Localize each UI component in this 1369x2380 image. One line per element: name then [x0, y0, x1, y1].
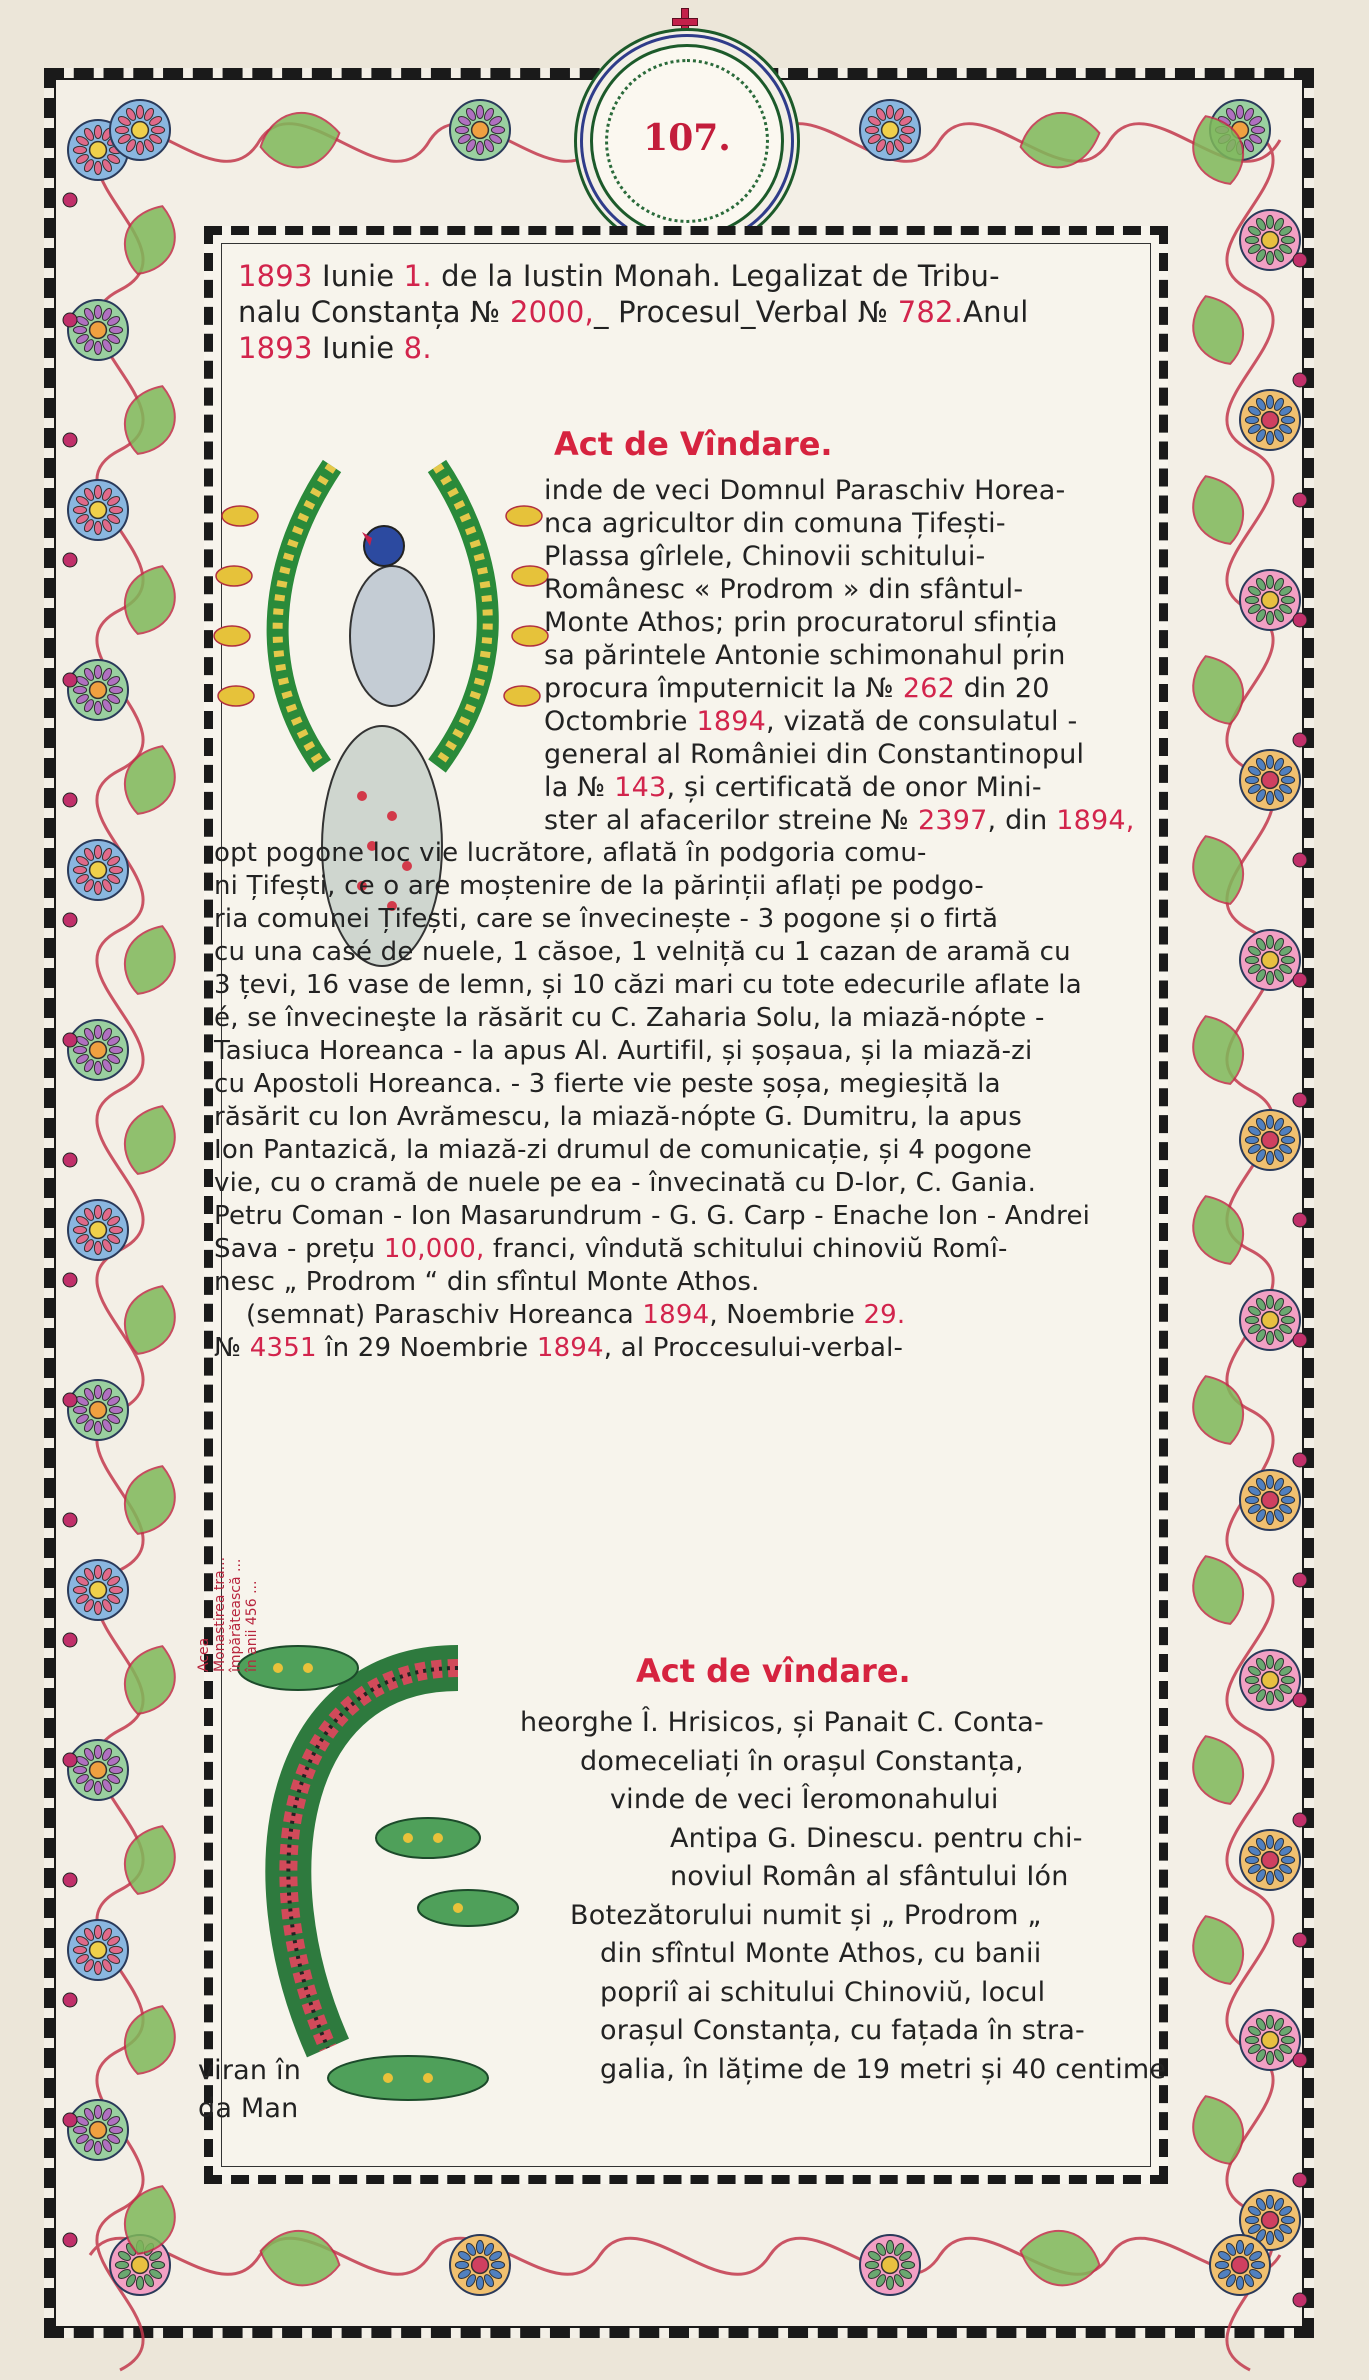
- act1-line: [214, 1233, 1135, 1266]
- act2-left-fragment-2: da Man: [198, 2093, 299, 2124]
- rosette-flower: [860, 2235, 920, 2295]
- flower-bud: [1293, 1693, 1307, 1707]
- act1-segment: franci, vîndută schitului chinoviŭ Romî-: [484, 1234, 1008, 1264]
- act1-segment: 4351: [249, 1333, 317, 1363]
- act1-segment: 29.: [863, 1300, 906, 1330]
- act1-line: [544, 639, 1135, 672]
- act1-line: [214, 1068, 1135, 1101]
- marginal-note: [196, 1482, 260, 1672]
- act1-line: [544, 573, 1135, 606]
- act1-line: [214, 1266, 1135, 1299]
- rosette-flower: [68, 1380, 128, 1440]
- act1-line: [214, 1035, 1135, 1068]
- header-segment: de la Iustin Monah. Legalizat de Tribu-: [431, 259, 1000, 293]
- rosette-flower: [450, 2235, 510, 2295]
- act1-title: Act de Vîndare.: [554, 425, 833, 463]
- act2-line: noviul Român al sfântului Ión: [670, 1861, 1069, 1892]
- flower-bud: [63, 553, 77, 567]
- acanthus-leaf: [256, 106, 344, 173]
- rosette-flower: [68, 1920, 128, 1980]
- acanthus-leaf: [115, 1818, 185, 1902]
- header-text: [238, 258, 1029, 366]
- act1-segment: , Noembrie: [709, 1300, 864, 1330]
- flower-bud: [1293, 373, 1307, 387]
- acanthus-leaf: [115, 1458, 185, 1542]
- act2-line: heorghe Î. Hrisicos, și Panait C. Conta-: [520, 1707, 1044, 1738]
- flower-bud: [63, 913, 77, 927]
- act1-line: [214, 1101, 1135, 1134]
- header-line: [238, 294, 1029, 330]
- acanthus-leaf: [115, 1998, 185, 2082]
- act1-segment: 3 țevi, 16 vase de lemn, și 10 căzi mari cu tote edecurile aflate la: [214, 970, 1082, 1000]
- marginal-note-line: în anii 456 ...: [244, 1580, 260, 1672]
- flower-bud: [1293, 1333, 1307, 1347]
- act1-line: [214, 1002, 1135, 1035]
- act1-line: [544, 738, 1135, 771]
- act1-segment: Monte Athos; prin procuratorul sfinția: [544, 607, 1058, 638]
- flower-bud: [63, 2233, 77, 2247]
- act1-segment: din 20: [955, 673, 1050, 704]
- act1-segment: nca agricultor din comuna Țifești-: [544, 508, 1006, 539]
- act1-line: [214, 837, 1135, 870]
- acanthus-leaf: [1016, 106, 1104, 173]
- act1-segment: cu una casé de nuele, 1 căsoe, 1 velniță cu 1 cazan de aramă cu: [214, 937, 1071, 967]
- act1-line: [214, 969, 1135, 1002]
- rosette-flower: [68, 840, 128, 900]
- header-segment: nalu Constanța №: [238, 295, 510, 329]
- rosette-flower: [860, 100, 920, 160]
- acanthus-leaf: [1183, 648, 1253, 732]
- header-segment: 8.: [403, 331, 432, 365]
- rosette-flower: [1210, 2235, 1270, 2295]
- act1-segment: general al României din Constantinopul: [544, 739, 1085, 770]
- header-segment: 1.: [403, 259, 432, 293]
- acanthus-leaf: [115, 378, 185, 462]
- acanthus-leaf: [115, 1278, 185, 1362]
- act2-line: galia, în lățime de 19 metri și 40 centime: [600, 2053, 1167, 2085]
- header-line: [238, 258, 1029, 294]
- flower-bud: [63, 673, 77, 687]
- rosette-flower: [68, 660, 128, 720]
- act1-segment: Românesc « Prodrom » din sfântul-: [544, 574, 1024, 605]
- acanthus-leaf: [1183, 1728, 1253, 1812]
- act1-line: [214, 936, 1135, 969]
- flower-bud: [1293, 1213, 1307, 1227]
- act1-segment: 1894: [642, 1300, 710, 1330]
- acanthus-leaf: [1183, 1368, 1253, 1452]
- flower-bud: [63, 1393, 77, 1407]
- acanthus-leaf: [115, 198, 185, 282]
- acanthus-leaf: [115, 1638, 185, 1722]
- rosette-flower: [68, 1740, 128, 1800]
- rosette-flower: [1240, 750, 1300, 810]
- act1-line: [214, 1134, 1135, 1167]
- flower-bud: [63, 793, 77, 807]
- acanthus-leaf: [115, 738, 185, 822]
- act2-line: popriî ai schitului Chinoviŭ, locul: [600, 1976, 1046, 2008]
- flower-bud: [1293, 1933, 1307, 1947]
- rosette-flower: [1240, 1110, 1300, 1170]
- flower-bud: [63, 1153, 77, 1167]
- acanthus-leaf: [115, 918, 185, 1002]
- act2-line: Antipa G. Dinescu. pentru chi-: [670, 1822, 1083, 1854]
- page-number-medallion: [590, 44, 784, 238]
- flower-bud: [63, 1273, 77, 1287]
- rosette-flower: [1240, 1830, 1300, 1890]
- rosette-flower: [68, 480, 128, 540]
- letter-g-initial-illumination: [208, 1608, 538, 2128]
- rosette-flower: [1240, 210, 1300, 270]
- rosette-flower: [1240, 1290, 1300, 1350]
- act1-segment: 1894: [536, 1333, 604, 1363]
- act2-line: vinde de veci Îeromonahului: [610, 1784, 999, 1815]
- rosette-flower: [1240, 2010, 1300, 2070]
- flower-bud: [1293, 253, 1307, 267]
- act1-line: [544, 474, 1135, 507]
- flower-bud: [1293, 493, 1307, 507]
- act2-line: domeceliați în orașul Constanța,: [580, 1745, 1024, 1777]
- page-number: 107.: [643, 117, 731, 159]
- act1-segment: Sava - prețu: [214, 1234, 384, 1264]
- rosette-flower: [68, 1020, 128, 1080]
- act1-segment: ster al afacerilor streine №: [544, 805, 918, 836]
- rosette-flower: [450, 100, 510, 160]
- act1-segment: Tasiuca Horeanca - la apus Al. Aurtifil, și șoșaua, și la miază-zi: [214, 1036, 1033, 1066]
- act1-segment: 262: [902, 673, 955, 704]
- rosette-flower: [1240, 570, 1300, 630]
- act1-segment: , și certificată de onor Mini-: [666, 772, 1042, 803]
- flower-bud: [1293, 1093, 1307, 1107]
- act1-line: [246, 1299, 1135, 1332]
- acanthus-leaf: [1183, 2088, 1253, 2172]
- flower-bud: [1293, 1573, 1307, 1587]
- flower-bud: [63, 1033, 77, 1047]
- act1-segment: 10,000,: [383, 1234, 485, 1264]
- act1-line: [214, 903, 1135, 936]
- flower-bud: [1293, 733, 1307, 747]
- act2-line: Botezătorului numit și „ Prodrom „: [570, 1899, 1042, 1931]
- acanthus-leaf: [1183, 1548, 1253, 1632]
- flower-bud: [1293, 2293, 1307, 2307]
- act1-segment: , al Proccesului-verbal-: [603, 1333, 904, 1363]
- cross-icon: [672, 8, 696, 44]
- flower-bud: [63, 1753, 77, 1767]
- act1-line: [214, 1332, 1135, 1365]
- flower-bud: [1293, 613, 1307, 627]
- act2-line: orașul Constanța, cu fațada în stra-: [600, 2015, 1085, 2046]
- act1-segment: nesc „ Prodrom “ din sfîntul Monte Athos.: [214, 1267, 760, 1297]
- header-segment: 782.: [897, 295, 964, 329]
- header-line: [238, 330, 1029, 366]
- header-segment: Iunie: [312, 331, 404, 365]
- flower-bud: [63, 1993, 77, 2007]
- flower-bud: [1293, 1813, 1307, 1827]
- header-segment: 2000,: [509, 295, 594, 329]
- act1-segment: Octombrie: [544, 706, 697, 737]
- rosette-flower: [1240, 1470, 1300, 1530]
- act2-left-fragment-1: viran în: [198, 2055, 302, 2086]
- act2-line: din sfîntul Monte Athos, cu banii: [600, 1938, 1042, 1969]
- acanthus-leaf: [115, 558, 185, 642]
- act2-body: [520, 1704, 1166, 2089]
- act1-segment: (semnat) Paraschiv Horeanca: [246, 1300, 643, 1330]
- rosette-flower: [1240, 930, 1300, 990]
- act1-line: [544, 606, 1135, 639]
- act1-segment: cu Apostoli Horeanca. - 3 fierte vie peste șoșa, megieșită la: [214, 1069, 1001, 1099]
- rosette-flower: [68, 2100, 128, 2160]
- act2-title: Act de vîndare.: [636, 1652, 911, 1690]
- header-segment: Iunie: [312, 259, 404, 293]
- act1-line: [214, 870, 1135, 903]
- flower-bud: [1293, 973, 1307, 987]
- act1-body: [214, 474, 1135, 1365]
- act1-line: [544, 540, 1135, 573]
- flower-bud: [63, 1873, 77, 1887]
- header-segment: 1893: [238, 259, 313, 293]
- act1-segment: , din: [987, 805, 1057, 836]
- act1-segment: vie, cu o cramă de nuele pe ea - învecinată cu D-lor, C. Gania.: [214, 1168, 1037, 1198]
- rosette-flower: [110, 100, 170, 160]
- act1-segment: №: [214, 1333, 250, 1363]
- act1-line: [544, 705, 1135, 738]
- flower-bud: [1293, 2053, 1307, 2067]
- act1-segment: răsărit cu Ion Avrămescu, la miază-nópte G. Dumitru, la apus: [214, 1102, 1022, 1132]
- act1-segment: în 29 Noembrie: [316, 1333, 537, 1363]
- act1-segment: 2397: [917, 805, 988, 836]
- header-segment: 1893: [238, 331, 313, 365]
- act1-segment: é, se învecineşte la răsărit cu C. Zaharia Solu, la miază-nópte -: [214, 1003, 1045, 1033]
- acanthus-leaf: [115, 1098, 185, 1182]
- act1-segment: sa părintele Antonie schimonahul prin: [544, 640, 1066, 671]
- act1-segment: 1894,: [1056, 805, 1135, 836]
- acanthus-leaf: [256, 2224, 344, 2291]
- acanthus-leaf: [1183, 1188, 1253, 1272]
- act1-segment: ni Țifești, ce o are moștenire de la părinții aflați pe podgo-: [214, 871, 985, 901]
- act1-segment: 1894: [696, 706, 766, 737]
- acanthus-leaf: [1183, 288, 1253, 372]
- act1-line: [214, 1167, 1135, 1200]
- flower-bud: [63, 1633, 77, 1647]
- flower-bud: [1293, 2173, 1307, 2187]
- act1-line: [544, 507, 1135, 540]
- act1-segment: inde de veci Domnul Paraschiv Horea-: [544, 475, 1066, 506]
- acanthus-leaf: [1183, 828, 1253, 912]
- act1-segment: Ion Pantazică, la miază-zi drumul de comunicație, și 4 pogone: [214, 1135, 1032, 1165]
- header-segment: _ Procesul_Verbal №: [593, 295, 898, 329]
- flower-bud: [63, 1513, 77, 1527]
- act1-line: [544, 771, 1135, 804]
- flower-bud: [1293, 1453, 1307, 1467]
- act1-segment: ria comunei Țifești, care se învecinește - 3 pogone și o firtă: [214, 904, 999, 934]
- flower-bud: [63, 2113, 77, 2127]
- rosette-flower: [1240, 390, 1300, 450]
- act1-segment: procura împuternicit la №: [544, 673, 903, 704]
- act1-segment: Plassa gîrlele, Chinovii schitului-: [544, 541, 986, 572]
- act1-line: [214, 1200, 1135, 1233]
- header-segment: Anul: [963, 295, 1029, 329]
- marginal-note-line: Monastirea tra...: [212, 1556, 228, 1672]
- act1-segment: Petru Coman - Ion Masarundrum - G. G. Carp - Enache Ion - Andrei: [214, 1201, 1091, 1231]
- rosette-flower: [1240, 1650, 1300, 1710]
- marginal-note-line: Acea: [196, 1637, 212, 1672]
- flower-bud: [1293, 853, 1307, 867]
- acanthus-leaf: [1016, 2224, 1104, 2291]
- act1-line: [544, 804, 1135, 837]
- flower-bud: [63, 193, 77, 207]
- act1-segment: 143: [614, 772, 667, 803]
- act1-segment: opt pogone loc vie lucrătore, aflată în podgoria comu-: [214, 838, 927, 868]
- rosette-flower: [68, 1200, 128, 1260]
- act1-segment: la №: [544, 772, 615, 803]
- act1-line: [544, 672, 1135, 705]
- flower-bud: [63, 313, 77, 327]
- marginal-note-line: împărătească ...: [228, 1558, 244, 1672]
- flower-bud: [63, 433, 77, 447]
- act1-segment: , vizată de consulatul -: [765, 706, 1078, 737]
- rosette-flower: [68, 1560, 128, 1620]
- rosette-flower: [68, 300, 128, 360]
